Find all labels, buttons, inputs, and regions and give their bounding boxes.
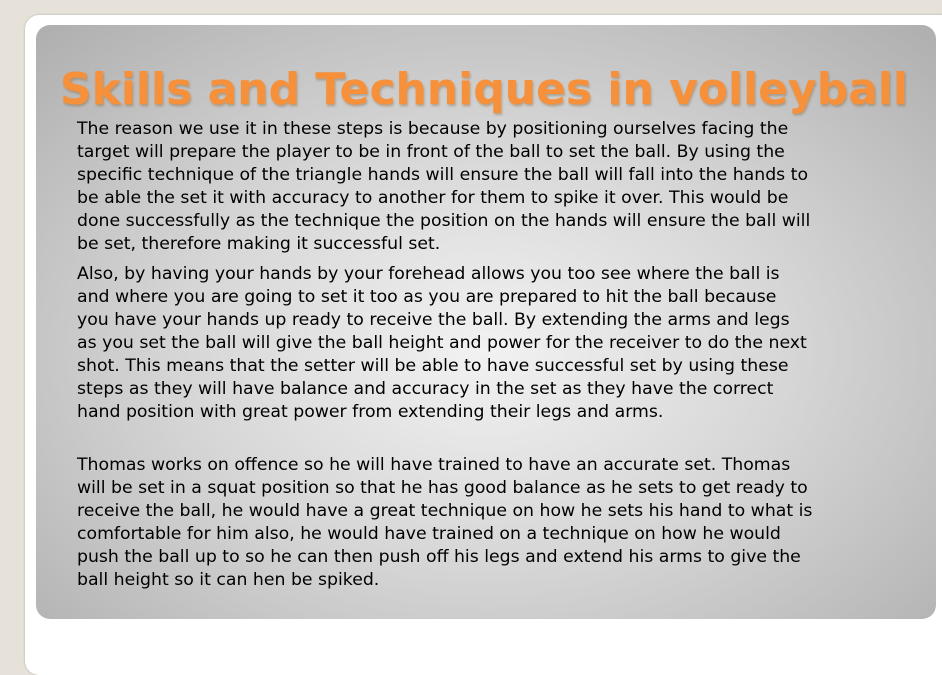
slide-body xyxy=(77,118,907,592)
slide-title: Skills and Techniques in volleyball xyxy=(59,64,909,115)
paragraph-thomas: Thomas works on offence so he will have trained to have an accurate set. Thomas will be set in a squat position so that he has good balance as he sets to get ready to receive the ball, he would have a great technique on how he sets his hand to what is comfortable for him also, he would have trained on a technique on how he would push the ball up to so he can then push off his legs and extend his arms to give the ball height so it can hen be spiked. xyxy=(77,455,813,590)
paragraph-hand-position: Also, by having your hands by your forehead allows you too see where the ball is and where you are going to set it too as you are prepared to hit the ball because you have your hands up ready to receive the ball. By extending the arms and legs as you set the ball will give the ball height and power for the receiver to do the next shot. This means that the setter will be able to have successful set by using these steps as they will have balance and accuracy in the set as they have the correct hand position with great power from extending their legs and arms. xyxy=(77,264,807,422)
paragraph-positioning: The reason we use it in these steps is because by positioning ourselves facing the target will prepare the player to be in front of the ball to set the ball. By using the specific technique of the triangle hands will ensure the ball will fall into the hands to be able the set it with accuracy to another for them to spike it over. This would be done successfully as the technique the position on the hands will ensure the ball will be set, therefore making it successful set. xyxy=(77,119,811,254)
